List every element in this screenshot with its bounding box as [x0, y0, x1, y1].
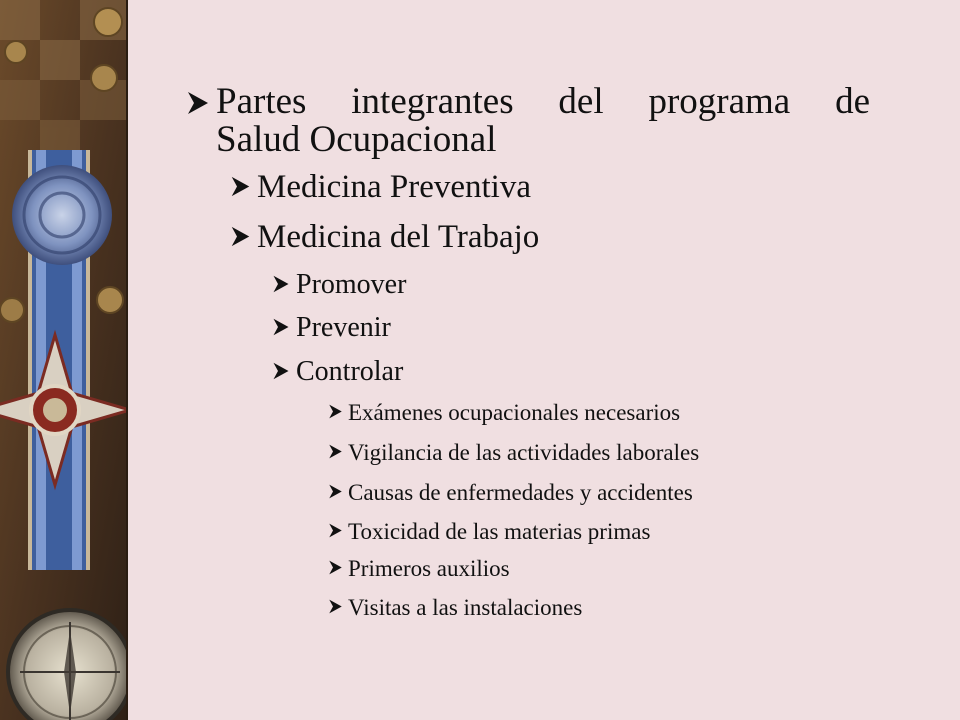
arrowhead-bullet-icon: [328, 444, 348, 459]
arrowhead-bullet-icon: [272, 362, 296, 380]
list-item: Visitas a las instalaciones: [348, 595, 583, 620]
bullet-level4: [328, 440, 699, 466]
heading-line1: [216, 83, 870, 121]
list-item: Primeros auxilios: [348, 556, 510, 581]
arrowhead-bullet-icon: [328, 560, 348, 575]
arrowhead-bullet-icon: [328, 484, 348, 499]
bullet-level4: [328, 556, 510, 582]
list-item: Exámenes ocupacionales necesarios: [348, 400, 681, 425]
heading-word: de: [835, 81, 870, 122]
bullet-level3: [272, 270, 406, 300]
arrowhead-bullet-icon: [230, 226, 257, 247]
list-item: Toxicidad de las materias primas: [348, 519, 651, 544]
bullet-level4: [328, 519, 650, 545]
list-item: Causas de enfermedades y accidentes: [348, 480, 693, 505]
bullet-level1: [186, 83, 870, 159]
medal-photo-strip: [0, 0, 128, 720]
arrowhead-bullet-icon: [272, 318, 296, 336]
arrowhead-bullet-icon: [186, 91, 216, 115]
arrowhead-bullet-icon: [328, 404, 348, 419]
bullet-level2: [230, 169, 531, 205]
list-item: Controlar: [296, 356, 404, 387]
heading-line2: Salud Ocupacional: [216, 119, 497, 160]
arrowhead-bullet-icon: [230, 176, 257, 197]
heading-word: integrantes: [351, 81, 514, 122]
bullet-level3: [272, 357, 403, 387]
bullet-level2: [230, 219, 539, 255]
list-item: Medicina Preventiva: [257, 169, 531, 205]
heading-word: Partes: [216, 81, 307, 122]
bullet-level4: [328, 595, 582, 621]
bullet-level3: [272, 313, 391, 343]
heading-word: programa: [648, 81, 791, 122]
list-item: Medicina del Trabajo: [257, 219, 540, 255]
bullet-level4: [328, 400, 680, 426]
heading-word: del: [558, 81, 604, 122]
list-item: Vigilancia de las actividades laborales: [348, 440, 700, 465]
arrowhead-bullet-icon: [272, 275, 296, 293]
list-item: Prevenir: [296, 312, 391, 343]
arrowhead-bullet-icon: [328, 523, 348, 538]
arrowhead-bullet-icon: [328, 599, 348, 614]
bullet-level4: [328, 480, 693, 506]
list-item: Promover: [296, 269, 407, 300]
